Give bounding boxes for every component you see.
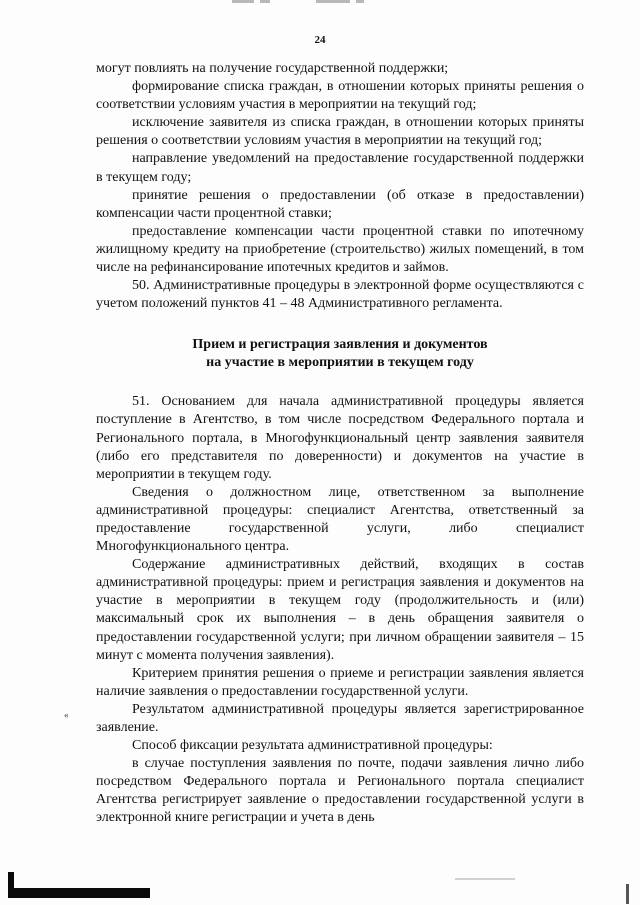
paragraph: направление уведомлений на предоставление государственной поддержки в текущем году; xyxy=(96,151,584,185)
scan-artifact-bottom xyxy=(455,878,515,880)
margin-mark: « xyxy=(64,710,69,720)
section-heading-line: на участие в мероприятии в текущем году xyxy=(206,354,474,370)
section-heading-line: Прием и регистрация заявления и документов xyxy=(192,337,488,353)
paragraph-50: 50. Административные процедуры в электронной форме осуществляются с учетом положений пунктов 41 – 48 Административного регламента. xyxy=(96,278,584,312)
paragraph: Результатом административной процедуры является зарегистрированное заявление. xyxy=(96,701,584,735)
page-number: 24 xyxy=(314,34,326,46)
paragraph: принятие решения о предоставлении (об отказе в предоставлении) компенсации части процентной ставки; xyxy=(96,187,584,221)
scan-edge-mark xyxy=(626,884,629,904)
paragraph: исключение заявителя из списка граждан, в отношении которых приняты решения о соответствии условиям участия в мероприятии на текущий год; xyxy=(96,115,584,149)
document-body xyxy=(96,60,584,828)
paragraph: могут повлиять на получение государственной поддержки; xyxy=(96,61,449,76)
paragraph: Способ фиксации результата административной процедуры: xyxy=(132,738,493,754)
paragraph: Сведения о должностном лице, ответственном за выполнение административной процедуры: специалист Агентства, ответственный за предоставление государственной услуги, либо специалист Многофункционального центра. xyxy=(96,484,584,555)
paragraph: формирование списка граждан, в отношении которых приняты решения о соответствии условиям участия в мероприятии на текущий год; xyxy=(96,79,584,113)
paragraph: предоставление компенсации части процентной ставки по ипотечному жилищному кредиту на приобретение (строительство) жилых помещений, в том числе на рефинансирование ипотечных кредитов и займов. xyxy=(96,223,584,276)
paragraph: в случае поступления заявления по почте, подачи заявления лично либо посредством Федерального портала и Регионального портала специалист Агентства регистрирует заявление о предоставлении государственной услуги в электронной книге регистрации и учета в день xyxy=(96,756,584,826)
scan-edge-bar xyxy=(8,888,150,898)
paragraph: Содержание административных действий, входящих в состав административной процедуры: прием и регистрация заявления и документов на участие в мероприятии в текущем году (продолжительность и (или) максимальный срок их выполнения – в день обращения заявителя о предоставлении государственной услуги; при личном обращении заявителя – 15 минут с момента получения заявления). xyxy=(96,557,584,663)
paragraph: Критерием принятия решения о приеме и регистрации заявления является наличие заявления о предоставлении государственной услуги. xyxy=(96,665,584,699)
section-heading xyxy=(96,336,584,371)
scan-artifact-top xyxy=(232,0,392,12)
paragraph-51: 51. Основанием для начала административной процедуры является поступление в Агентство, в том числе посредством Федерального портала и Регионального портала, в Многофункциональный центр заявления заявителя (либо его представителя по доверенности) и документов на участие в мероприятии в текущем году. xyxy=(96,394,584,482)
